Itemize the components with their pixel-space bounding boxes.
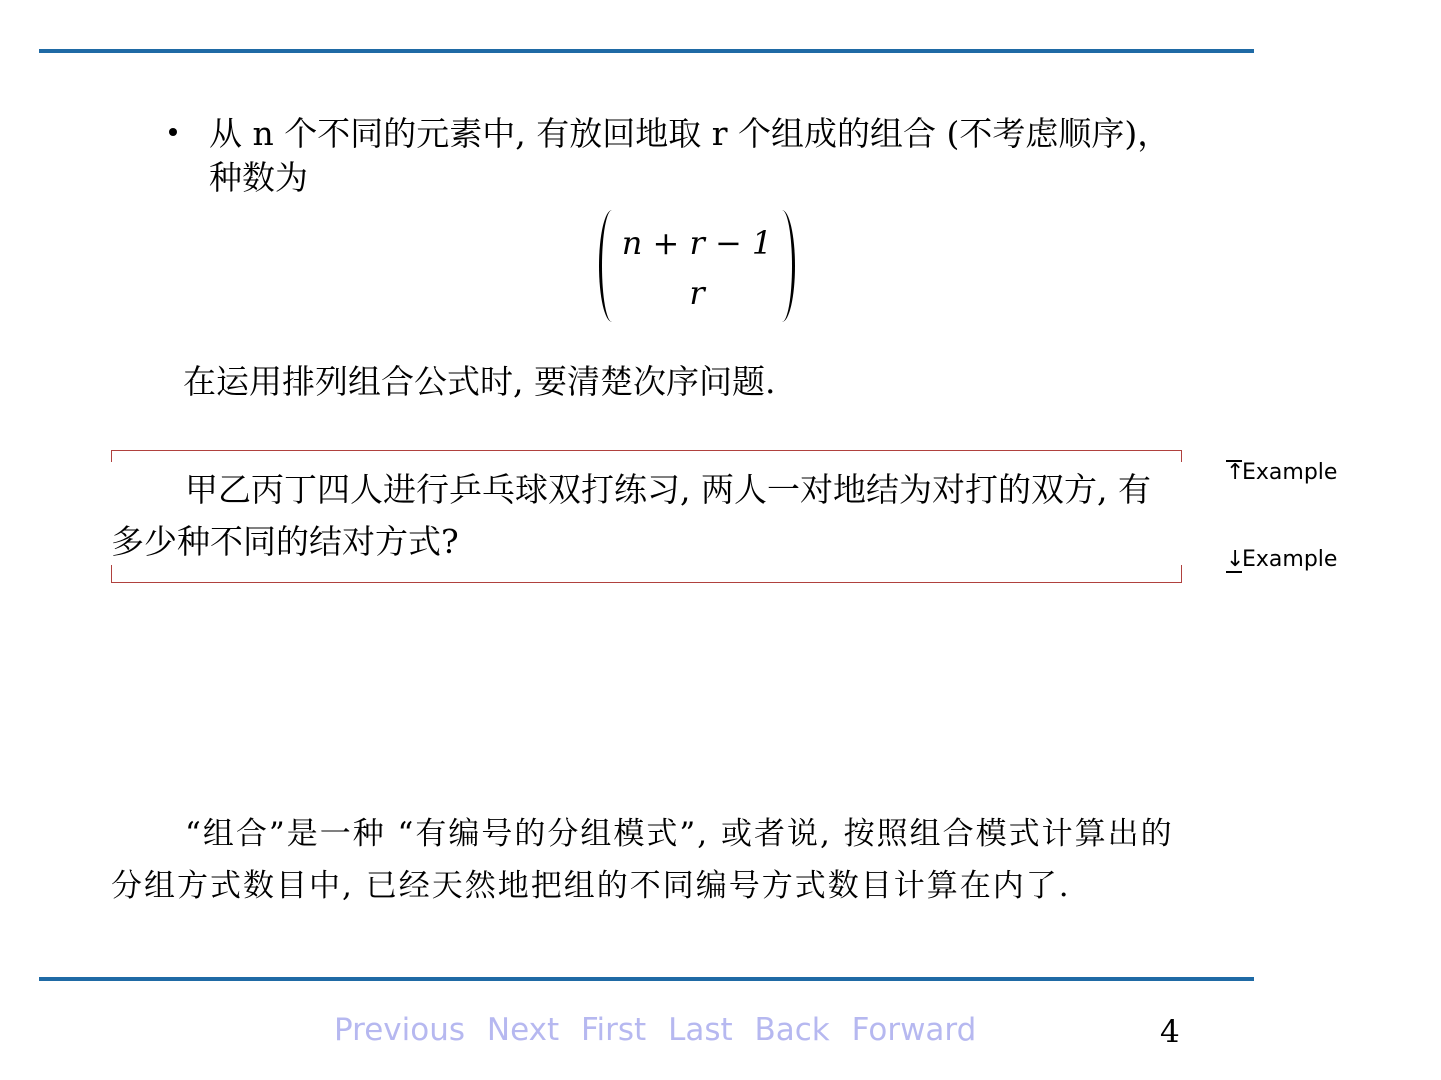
example-end-link[interactable]: [1226, 547, 1337, 573]
nav-back-link[interactable]: Back: [754, 1012, 830, 1048]
nav-bar: [334, 1012, 988, 1048]
arrow-down-icon: ↓: [1226, 547, 1245, 572]
example-bottom-border: [111, 565, 1182, 583]
nav-first-link[interactable]: First: [580, 1012, 647, 1048]
binomial-top: n + r − 1: [621, 224, 773, 262]
bottom-rule: [39, 977, 1254, 981]
nav-last-link[interactable]: Last: [668, 1012, 733, 1048]
arrow-up-icon: ↑: [1226, 460, 1245, 485]
nav-forward-link[interactable]: Forward: [851, 1012, 977, 1048]
right-paren: [769, 210, 795, 322]
example-start-label: Example: [1242, 460, 1338, 485]
example-start-link[interactable]: [1226, 460, 1337, 485]
example-end-label: Example: [1242, 547, 1338, 572]
note-text: 在运用排列组合公式时, 要清楚次序问题.: [183, 362, 776, 401]
example-top-border: [111, 450, 1182, 462]
bullet-item: [165, 112, 1195, 200]
remark-text: “组合”是一种 “有编号的分组模式”, 或者说, 按照组合模式计算出的分组方式数目中, 已经天然地把组的不同编号方式数目计算在内了.: [111, 816, 1174, 904]
example-text: 甲乙丙丁四人进行乒乓球双打练习, 两人一对地结为对打的双方, 有多少种不同的结对方式?: [111, 470, 1151, 561]
binomial-formula: [597, 210, 797, 325]
nav-previous-link[interactable]: Previous: [334, 1012, 466, 1048]
bullet-text: 从 n 个不同的元素中, 有放回地取 r 个组成的组合 (不考虑顺序)，种数为: [209, 114, 1171, 197]
bullet-dot: [169, 128, 177, 136]
binomial-bottom: r: [689, 274, 705, 312]
example-box: [111, 450, 1182, 583]
page-number: 4: [1160, 1014, 1180, 1050]
top-rule: [39, 49, 1254, 53]
nav-next-link[interactable]: Next: [486, 1012, 560, 1048]
